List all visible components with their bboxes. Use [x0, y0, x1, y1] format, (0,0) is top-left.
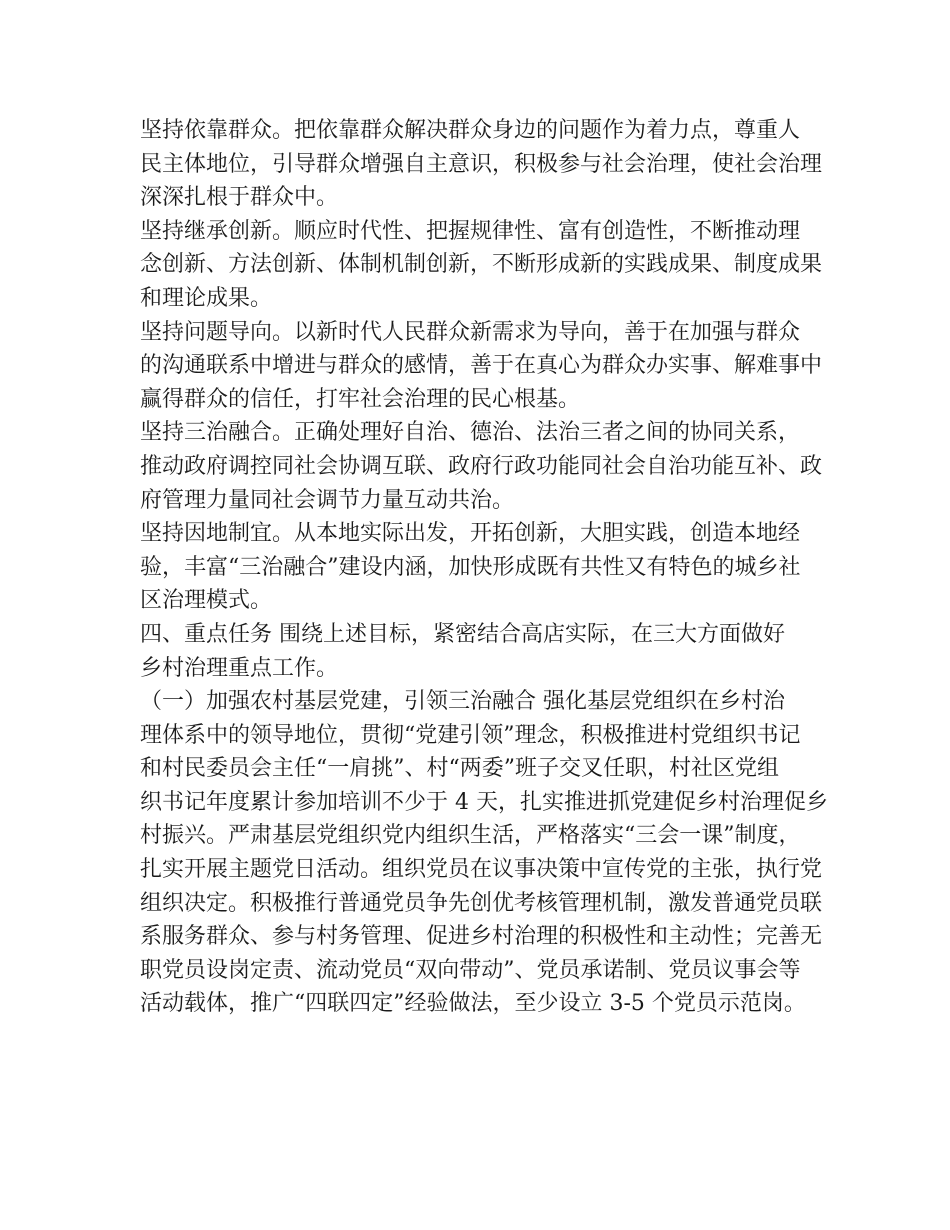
text-line: 扎实开展主题党日活动。组织党员在议事决策中宣传党的主张，执行党: [140, 857, 823, 883]
text-line: 理体系中的领导地位，贯彻“党建引领”理念，积极推进村党组织书记: [140, 722, 801, 748]
text-line: （一）加强农村基层党建，引领三治融合 强化基层党组织在乡村治: [140, 689, 785, 715]
text-line: 和理论成果。: [140, 285, 273, 311]
text-line: 乡村治理重点工作。: [140, 655, 339, 681]
text-line: 织书记年度累计参加培训不少于 4 天，扎实推进抓党建促乡村治理促乡: [140, 789, 828, 815]
text-line: 活动载体，推广“四联四定”经验做法，至少设立 3-5 个党员示范岗。: [140, 991, 806, 1017]
text-line: 职党员设岗定责、流动党员“双向带动”、党员承诺制、党员议事会等: [140, 957, 801, 983]
text-line: 赢得群众的信任，打牢社会治理的民心根基。: [140, 386, 581, 412]
text-line: 坚持三治融合。正确处理好自治、德治、法治三者之间的协同关系，: [140, 420, 801, 446]
text-line: 的沟通联系中增进与群众的感情，善于在真心为群众办实事、解难事中: [140, 353, 823, 379]
body-text: [140, 114, 840, 1021]
text-line: 坚持问题导向。以新时代人民群众新需求为导向，善于在加强与群众: [140, 319, 801, 345]
text-line: 组织决定。积极推行普通党员争先创优考核管理机制，激发普通党员联: [140, 890, 823, 916]
text-line: 念创新、方法创新、体制机制创新，不断形成新的实践成果、制度成果: [140, 252, 823, 278]
text-line: 村振兴。严肃基层党组织党内组织生活，严格落实“三会一课”制度，: [140, 823, 801, 849]
text-line: 坚持因地制宜。从本地实际出发，开拓创新，大胆实践，创造本地经: [140, 521, 801, 547]
text-line: 坚持依靠群众。把依靠群众解决群众身边的问题作为着力点，尊重人: [140, 118, 801, 143]
text-line: 和村民委员会主任“一肩挑”、村“两委”班子交叉任职，村社区党组: [140, 756, 779, 782]
text-line: 深深扎根于群众中。: [140, 185, 339, 211]
text-line: 坚持继承创新。顺应时代性、把握规律性、富有创造性，不断推动理: [140, 218, 801, 244]
text-line: 推动政府调控同社会协调互联、政府行政功能同社会自治功能互补、政: [140, 453, 823, 479]
text-line: 府管理力量同社会调节力量互动共治。: [140, 487, 515, 513]
text-line: 区治理模式。: [140, 588, 273, 614]
text-line: 验，丰富“三治融合”建设内涵，加快形成既有共性又有特色的城乡社: [140, 554, 801, 580]
text-line: 系服务群众、参与村务管理、促进乡村治理的积极性和主动性；完善无: [140, 924, 823, 950]
text-line: 民主体地位，引导群众增强自主意识，积极参与社会治理，使社会治理: [140, 151, 823, 177]
text-line: 四、重点任务 围绕上述目标，紧密结合高店实际，在三大方面做好: [140, 621, 785, 647]
